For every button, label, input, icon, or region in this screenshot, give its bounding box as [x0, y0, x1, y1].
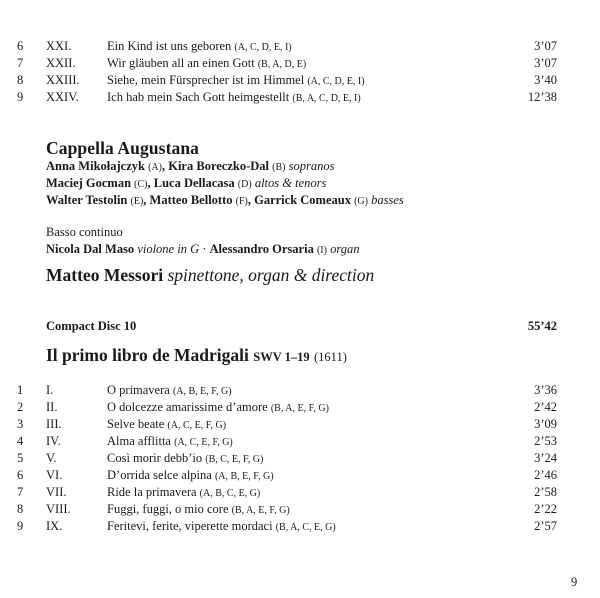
performer-name: Anna Mikołajczyk	[46, 159, 145, 173]
work-year: (1611)	[314, 350, 347, 364]
track-voices: (A, C, D, E, I)	[307, 76, 365, 87]
track-title: Wir gläuben all an einen Gott	[107, 56, 255, 70]
voice-role: basses	[371, 193, 404, 207]
track-row	[0, 382, 600, 399]
track-row	[0, 55, 600, 72]
track-duration: 2’22	[534, 502, 557, 516]
track-voices: (B, A, D, E)	[257, 59, 307, 70]
track-roman-numeral: IX.	[46, 519, 63, 533]
voice-tag: (C)	[134, 179, 148, 190]
track-roman-numeral: III.	[46, 417, 62, 431]
work-catalogue: SWV 1–19	[253, 350, 310, 364]
track-number: 9	[17, 519, 24, 533]
track-row	[0, 518, 600, 535]
voice-tag: (G)	[354, 196, 368, 207]
instrument: organ	[330, 242, 360, 256]
track-title: O primavera	[107, 383, 170, 397]
performer-name: Walter Testolin	[46, 193, 128, 207]
performer-name: Maciej Gocman	[46, 176, 132, 190]
track-voices: (B, A, E, F, G)	[270, 403, 329, 414]
track-row	[0, 89, 600, 106]
track-row	[0, 484, 600, 501]
track-row	[0, 433, 600, 450]
ensemble-line-basses: Walter Testolin (E), Matteo Bellotto (F), Garrick Comeaux (G) basses	[46, 193, 404, 207]
track-roman-numeral: XXIV.	[46, 90, 79, 104]
track-row	[0, 467, 600, 484]
track-number: 7	[17, 56, 24, 70]
basso-continuo-line	[46, 242, 359, 257]
work-title-line	[46, 345, 347, 366]
track-title: D’orrida selce alpina	[107, 468, 212, 482]
track-voices: (A, C, E, F, G)	[167, 420, 227, 431]
page-number: 9	[571, 575, 578, 589]
performer-name: Nicola Dal Maso	[46, 242, 135, 256]
disc-label: Compact Disc 10	[46, 319, 137, 333]
track-roman-numeral: XXI.	[46, 39, 72, 53]
track-title: Alma afflitta	[107, 434, 171, 448]
track-number: 9	[17, 90, 24, 104]
voice-role: altos & tenors	[254, 176, 327, 190]
track-title: Feritevi, ferite, viperette mordaci	[107, 519, 273, 533]
track-number: 6	[17, 468, 24, 482]
track-row	[0, 450, 600, 467]
track-row	[0, 38, 600, 55]
track-voices: (B, A, C, D, E, I)	[292, 93, 361, 104]
track-number: 7	[17, 485, 24, 499]
track-title: Fuggi, fuggi, o mio core	[107, 502, 229, 516]
track-voices: (A, C, E, F, G)	[174, 437, 233, 448]
track-voices: (A, C, D, E, I)	[234, 42, 292, 53]
track-number: 5	[17, 451, 24, 465]
track-roman-numeral: I.	[46, 383, 54, 397]
voice-role: sopranos	[288, 159, 335, 173]
track-voices: (B, C, E, F, G)	[205, 454, 264, 465]
track-row	[0, 416, 600, 433]
track-voices: (A, B, E, F, G)	[172, 386, 232, 397]
track-title: O dolcezze amarissime d’amore	[107, 400, 268, 414]
voice-tag: (D)	[237, 179, 252, 190]
track-roman-numeral: XXIII.	[46, 73, 80, 87]
ensemble-line-sopranos: Anna Mikołajczyk (A), Kira Boreczko-Dal (B) sopranos	[46, 159, 335, 173]
track-number: 2	[17, 400, 24, 414]
track-duration: 3’09	[534, 417, 557, 431]
track-row	[0, 399, 600, 416]
separator: ·	[199, 242, 210, 256]
voice-tag: (I)	[316, 245, 327, 256]
ensemble-line-altos-tenors: Maciej Gocman (C), Luca Dellacasa (D) altos & tenors	[46, 176, 327, 190]
work-title: Il primo libro de Madrigali	[46, 345, 249, 365]
track-title: Ride la primavera	[107, 485, 197, 499]
track-roman-numeral: XXII.	[46, 56, 76, 70]
track-roman-numeral: VII.	[46, 485, 67, 499]
track-duration: 3’36	[534, 383, 557, 397]
track-voices: (A, B, E, F, G)	[214, 471, 274, 482]
track-duration: 3’07	[534, 39, 557, 53]
voice-tag: (B)	[272, 162, 286, 173]
track-number: 6	[17, 39, 24, 53]
track-row	[0, 72, 600, 89]
performer-name: Kira Boreczko-Dal	[168, 159, 270, 173]
track-voices: (B, A, E, F, G)	[231, 505, 290, 516]
director-line	[46, 265, 374, 286]
performer-name: Luca Dellacasa	[153, 176, 235, 190]
track-voices: (A, B, C, E, G)	[199, 488, 261, 499]
track-duration: 2’42	[534, 400, 557, 414]
instrument: violone in G	[137, 242, 200, 256]
track-roman-numeral: IV.	[46, 434, 61, 448]
ensemble-name: Cappella Augustana	[46, 138, 200, 158]
disc-duration: 55’42	[527, 319, 557, 333]
track-title: Ein Kind ist uns geboren	[107, 39, 232, 53]
voice-tag: (F)	[235, 196, 248, 207]
director-name: Matteo Messori	[46, 265, 164, 285]
track-roman-numeral: VI.	[46, 468, 63, 482]
track-title: Siehe, mein Fürsprecher ist im Himmel	[107, 73, 305, 87]
track-row	[0, 501, 600, 518]
voice-tag: (E)	[130, 196, 144, 207]
track-roman-numeral: V.	[46, 451, 57, 465]
performer-name: Matteo Bellotto	[149, 193, 233, 207]
track-number: 1	[17, 383, 24, 397]
performer-name: Alessandro Orsaria	[209, 242, 314, 256]
track-title: Ich hab mein Sach Gott heimgestellt	[107, 90, 290, 104]
track-number: 8	[17, 502, 24, 516]
track-voices: (B, A, C, E, G)	[275, 522, 336, 533]
performer-name: Garrick Comeaux	[254, 193, 351, 207]
track-number: 4	[17, 434, 24, 448]
voice-tag: (A)	[148, 162, 162, 173]
director-role: spinettone, organ & direction	[167, 265, 375, 285]
track-duration: 2’57	[534, 519, 557, 533]
track-duration: 3’07	[534, 56, 557, 70]
track-duration: 3’40	[534, 73, 557, 87]
track-number: 8	[17, 73, 24, 87]
track-duration: 12’38	[527, 90, 557, 104]
track-title: Selve beate	[107, 417, 165, 431]
track-duration: 3’24	[534, 451, 557, 465]
track-number: 3	[17, 417, 24, 431]
track-duration: 2’53	[534, 434, 557, 448]
track-roman-numeral: VIII.	[46, 502, 71, 516]
track-duration: 2’46	[534, 468, 557, 482]
track-roman-numeral: II.	[46, 400, 58, 414]
track-duration: 2’58	[534, 485, 557, 499]
track-title: Così morir debb’io	[107, 451, 203, 465]
basso-continuo-label: Basso continuo	[46, 225, 123, 239]
